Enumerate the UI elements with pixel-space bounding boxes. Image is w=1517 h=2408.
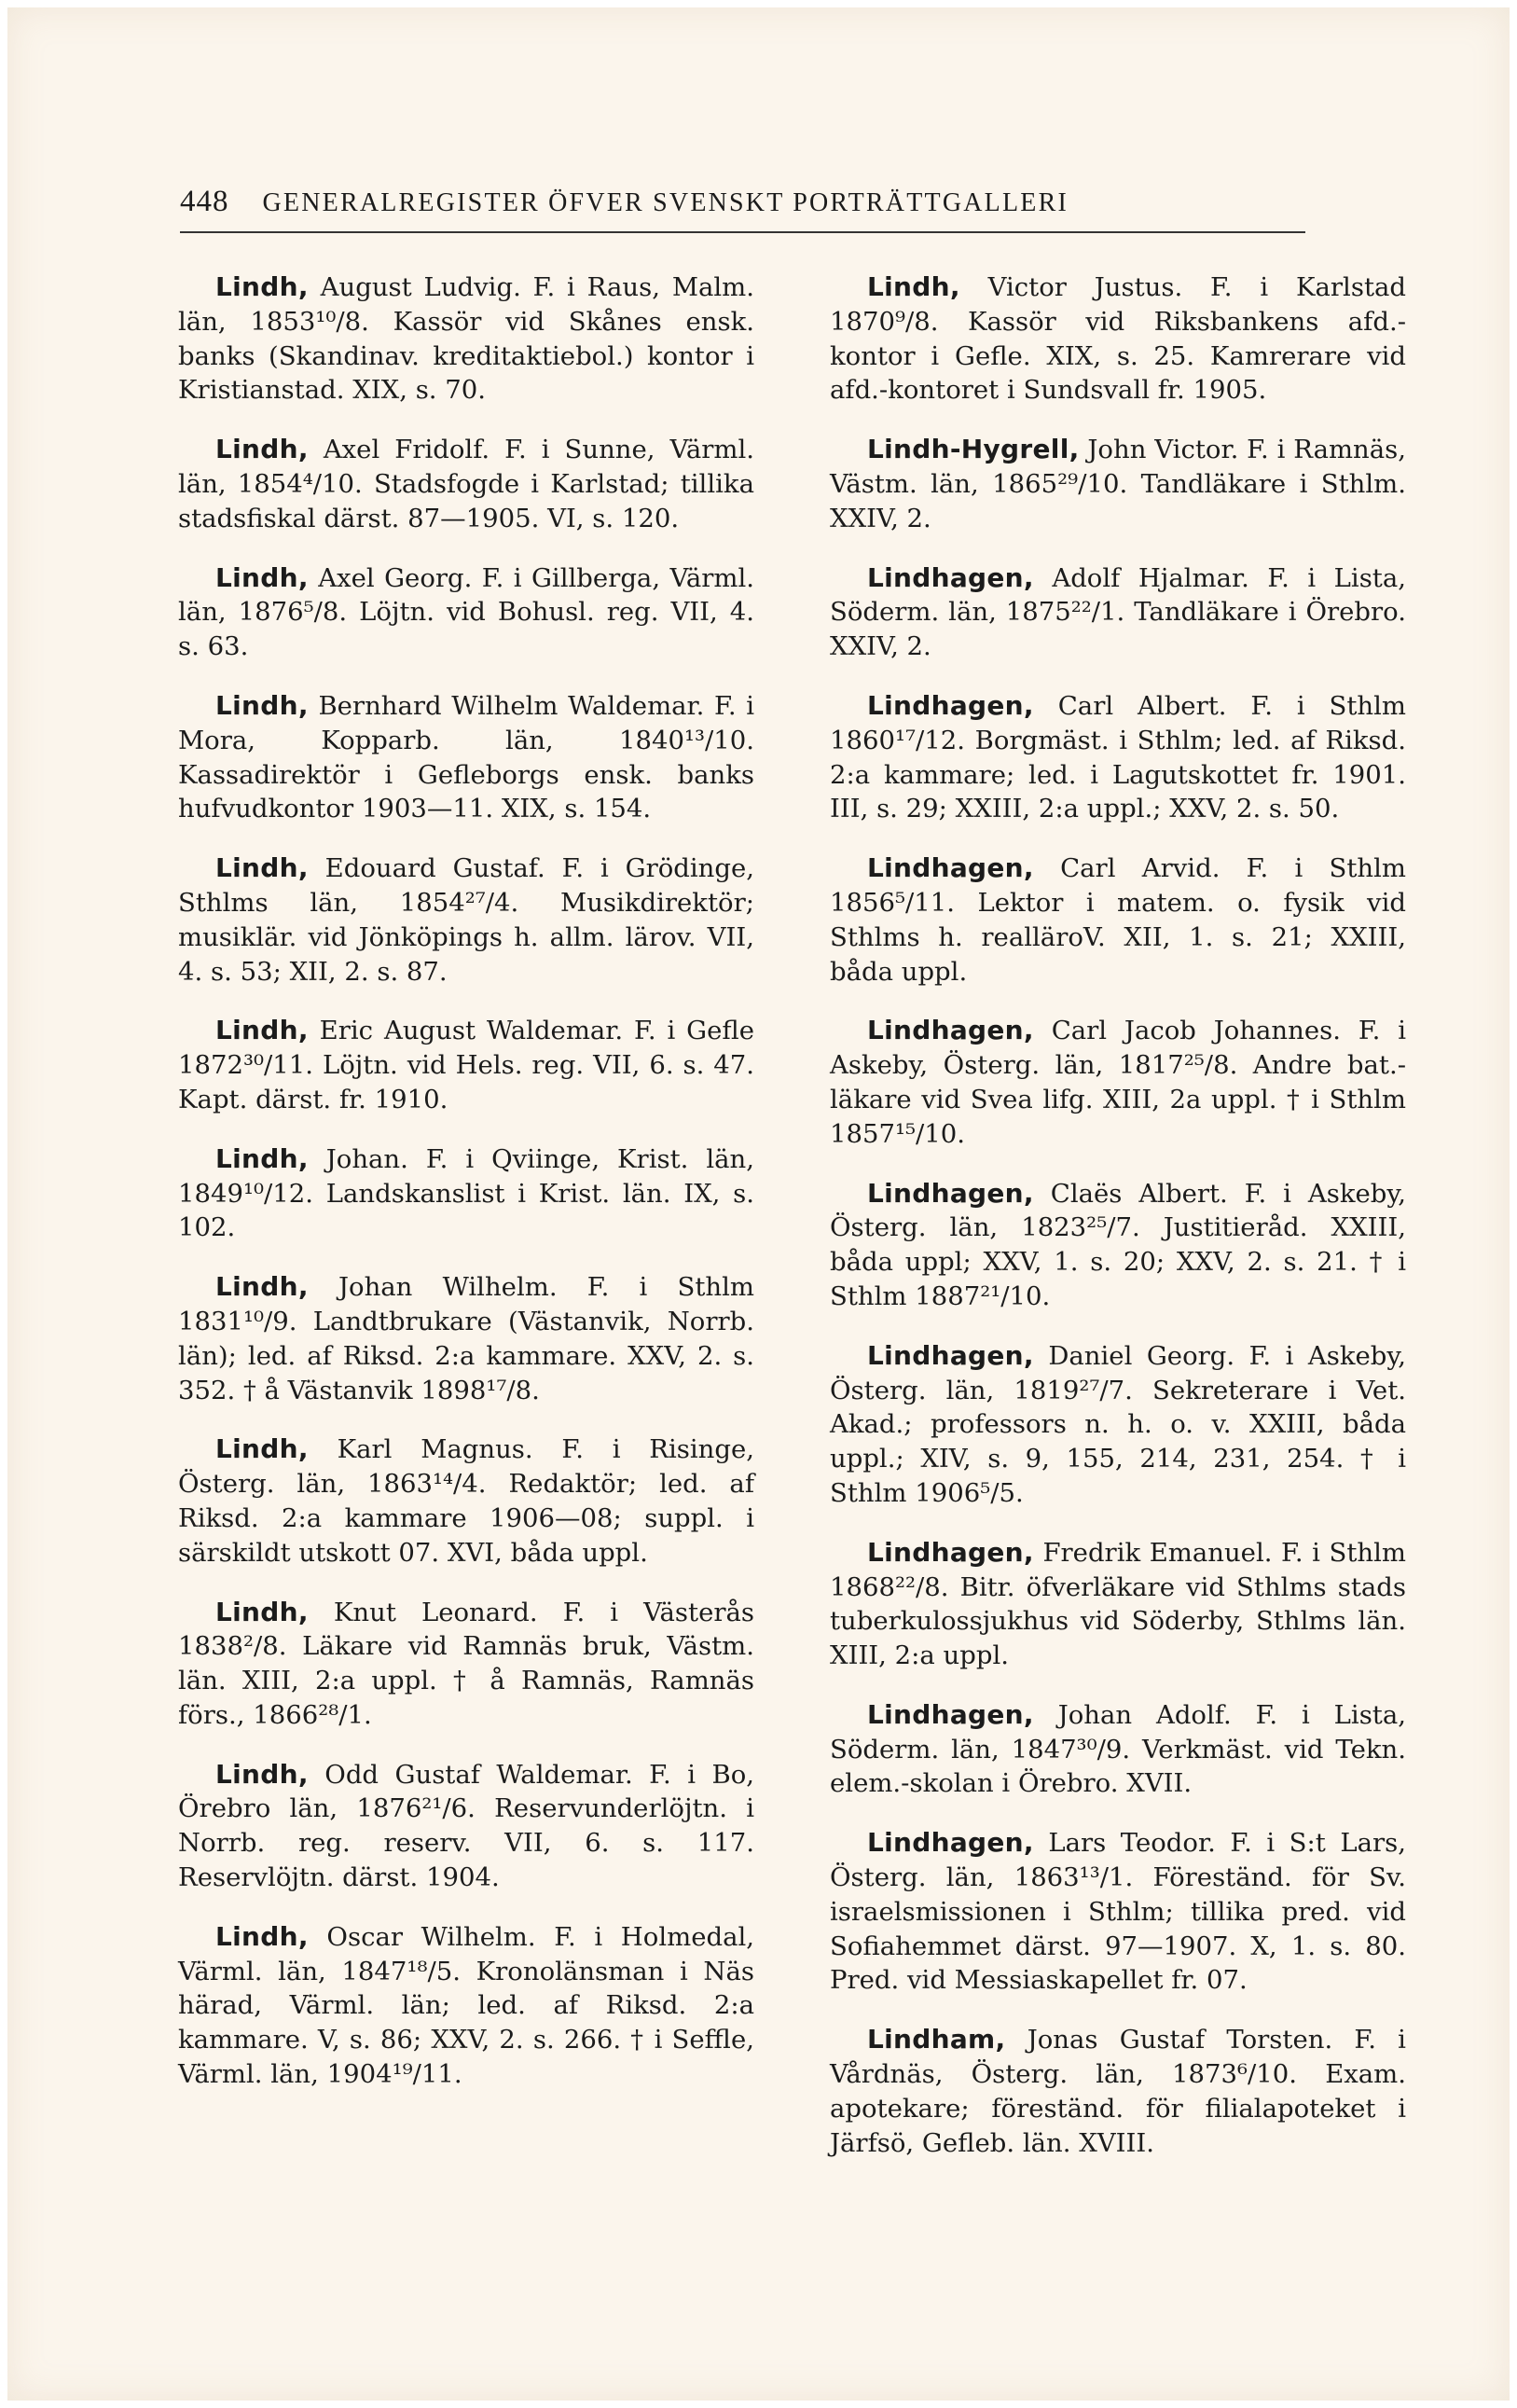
entry-text: Johan Wilhelm. F. i Sthlm 1831¹⁰/9. Landtbrukare (Västanvik, Norrb. län); led. af Riksd. 2:a kammare. XXV, 2. s. 352. † å Västanvik 1898¹⁷/8. [178, 1272, 754, 1405]
entry-text: Oscar Wilhelm. F. i Holmedal, Värml. län, 1847¹⁸/5. Kronolänsman i Näs härad, Värml. län; led. af Riksd. 2:a kammare. V, s. 86; XXV, 2. s. 266. † i Seffle, Värml. län, 1904¹⁹/11. [178, 1921, 755, 2090]
register-entry [178, 1270, 754, 1407]
entry-surname: Lindhagen, [867, 1339, 1034, 1371]
entry-surname: Lindhagen, [867, 561, 1034, 593]
entry-text: Carl Arvid. F. i Sthlm 1856⁵/11. Lektor i matem. o. fysik vid Sthlms h. realläroV. XII, 1. s. 21; XXIII, båda uppl. [830, 853, 1406, 987]
entry-surname: Lindh, [215, 1920, 309, 1952]
register-entry [830, 851, 1406, 989]
register-entry [830, 1014, 1406, 1151]
entry-text: Claës Albert. F. i Askeby, Österg. län, 1823²⁵/7. Justitieråd. XXIII, båda uppl; XXV, 1. s. 20; XXV, 2. s. 21. † i Sthlm 1887²¹/10. [830, 1178, 1406, 1311]
entry-surname: Lindh, [215, 1015, 309, 1046]
entry-surname: Lindh, [215, 1271, 309, 1303]
register-entry [830, 2023, 1406, 2160]
register-entry [178, 1014, 754, 1116]
entry-text: Axel Georg. F. i Gillberga, Värml. län, 1876⁵/8. Löjtn. vid Bohusl. reg. VII, 4. s. 63. [178, 562, 754, 662]
register-entry [830, 1339, 1406, 1511]
register-entry [178, 1758, 754, 1895]
entry-text: Johan. F. i Qviinge, Krist. län, 1849¹⁰/12. Landskanslist i Krist. län. IX, s. 102. [178, 1143, 754, 1243]
entry-surname: Lindh-Hygrell, [867, 434, 1080, 465]
running-header [180, 185, 1299, 219]
entry-text: Fredrik Emanuel. F. i Sthlm 1868²²/8. Bitr. öfverläkare vid Sthlms stads tuberkulossjukhus vid Söderby, Sthlms län. XIII, 2:a uppl. [830, 1537, 1406, 1671]
entry-text: Lars Teodor. F. i S:t Lars, Österg. län, 1863¹³/1. Föreständ. för Sv. israelsmissionen i Sthlm; tillika pred. vid Sofiahemmet därst. 97—1907. X, 1. s. 80. Pred. vid Messiaskapellet fr. 07. [830, 1828, 1406, 1996]
entry-surname: Lindhagen, [867, 1015, 1034, 1046]
entry-surname: Lindhagen, [867, 1177, 1034, 1209]
page-number: 448 [180, 185, 229, 218]
register-entry [830, 433, 1406, 535]
entry-surname: Lindham, [867, 2024, 1006, 2055]
entry-surname: Lindh, [215, 434, 309, 465]
page-sheet [7, 7, 1510, 2401]
running-title: GENERALREGISTER ÖFVER SVENSKT PORTRÄTTGALLERI [262, 188, 1069, 217]
register-entry [830, 561, 1406, 664]
entry-surname: Lindh, [215, 689, 309, 721]
entry-text: Odd Gustaf Waldemar. F. i Bo, Örebro län, 1876²¹/6. Reservunderlöjtn. i Norrb. reg. reserv. VII, 6. s. 117. Reservlöjtn. därst. 1904. [178, 1759, 754, 1893]
register-entry [830, 689, 1406, 826]
entry-text: Daniel Georg. F. i Askeby, Österg. län, 1819²⁷/7. Sekreterare i Vet. Akad.; professors n. h. o. v. XXIII, båda uppl.; XIV, s. 9, 155, 214, 231, 254. † i Sthlm 1906⁵/5. [830, 1340, 1407, 1508]
register-entry [830, 1177, 1406, 1314]
entry-surname: Lindhagen, [867, 689, 1034, 721]
entry-text: Johan Adolf. F. i Lista, Söderm. län, 1847³⁰/9. Verkmäst. vid Tekn. elem.-skolan i Örebro. XVII. [830, 1699, 1406, 1799]
entry-text: Eric August Waldemar. F. i Gefle 1872³⁰/11. Löjtn. vid Hels. reg. VII, 6. s. 47. Kapt. därst. fr. 1910. [178, 1016, 754, 1114]
entry-surname: Lindh, [867, 271, 960, 302]
register-entry [178, 270, 754, 408]
register-entry [830, 1536, 1406, 1673]
entry-text: Jonas Gustaf Torsten. F. i Vårdnäs, Österg. län, 1873⁶/10. Exam. apotekare; föreständ. för filialapoteket i Järfsö, Gefleb. län. XVIII. [830, 2025, 1406, 2158]
entry-text: Bernhard Wilhelm Waldemar. F. i Mora, Kopparb. län, 1840¹³/10. Kassadirektör i Gefleborgs ensk. banks hufvudkontor 1903—11. XIX, s. 154. [178, 690, 754, 824]
entry-surname: Lindhagen, [867, 852, 1034, 884]
entry-surname: Lindh, [215, 1433, 309, 1465]
entry-surname: Lindh, [215, 1758, 309, 1790]
entry-text: Knut Leonard. F. i Västerås 1838²/8. Läkare vid Ramnäs bruk, Västm. län. XIII, 2:a uppl. † å Ramnäs, Ramnäs förs., 1866²⁸/1. [178, 1597, 754, 1730]
entry-text: Carl Albert. F. i Sthlm 1860¹⁷/12. Borgmäst. i Sthlm; led. af Riksd. 2:a kammare; led. i Lagutskottet fr. 1901. III, s. 29; XXIII, 2:a uppl.; XXV, 2. s. 50. [830, 690, 1406, 824]
entry-text: Adolf Hjalmar. F. i Lista, Söderm. län, 1875²²/1. Tandläkare i Örebro. XXIV, 2. [830, 562, 1406, 662]
entry-surname: Lindhagen, [867, 1536, 1034, 1568]
entry-text: Axel Fridolf. F. i Sunne, Värml. län, 1854⁴/10. Stadsfogde i Karlstad; tillika stadsfiskal därst. 87—1905. VI, s. 120. [178, 435, 755, 533]
right-column [830, 270, 1406, 2185]
entry-text: Edouard Gustaf. F. i Grödinge, Sthlms län, 1854²⁷/4. Musikdirektör; musiklär. vid Jönköpings h. allm. lärov. VII, 4. s. 53; XII, 2. s. 87. [178, 853, 754, 987]
entry-surname: Lindh, [215, 1142, 309, 1174]
entry-text: August Ludvig. F. i Raus, Malm. län, 1853¹⁰/8. Kassör vid Skånes ensk. banks (Skandinav. kreditaktiebol.) kontor i Kristianstad. XIX, s. 70. [178, 272, 754, 406]
register-entry [178, 689, 754, 826]
entry-surname: Lindh, [215, 1596, 309, 1627]
register-entry [178, 561, 754, 664]
entry-surname: Lindh, [215, 852, 309, 884]
entry-surname: Lindh, [215, 271, 309, 302]
entry-surname: Lindhagen, [867, 1827, 1034, 1859]
register-entry [178, 1596, 754, 1733]
left-column [178, 270, 754, 2117]
register-entry [830, 1826, 1406, 1998]
register-entry [178, 851, 754, 989]
register-entry [178, 433, 754, 535]
entry-text: Karl Magnus. F. i Risinge, Österg. län, 1863¹⁴/4. Redaktör; led. af Riksd. 2:a kammare 1906—08; suppl. i särskildt utskott 07. XVI, båda uppl. [178, 1434, 754, 1568]
entry-text: Carl Jacob Johannes. F. i Askeby, Österg. län, 1817²⁵/8. Andre bat.-läkare vid Svea lifg. XIII, 2a uppl. † i Sthlm 1857¹⁵/10. [830, 1016, 1406, 1149]
register-entry [830, 1698, 1406, 1801]
entry-text: John Victor. F. i Ramnäs, Västm. län, 1865²⁹/10. Tandläkare i Sthlm. XXIV, 2. [830, 435, 1406, 533]
entry-surname: Lindhagen, [867, 1698, 1034, 1730]
register-entry [178, 1920, 754, 2092]
entry-text: Victor Justus. F. i Karlstad 1870⁹/8. Kassör vid Riksbankens afd.-kontor i Gefle. XIX, s. 25. Kamrerare vid afd.-kontoret i Sundsvall fr. 1905. [830, 272, 1406, 406]
entry-surname: Lindh, [215, 561, 309, 593]
register-entry [830, 270, 1406, 408]
register-entry [178, 1142, 754, 1245]
header-rule [180, 231, 1305, 233]
register-entry [178, 1432, 754, 1570]
